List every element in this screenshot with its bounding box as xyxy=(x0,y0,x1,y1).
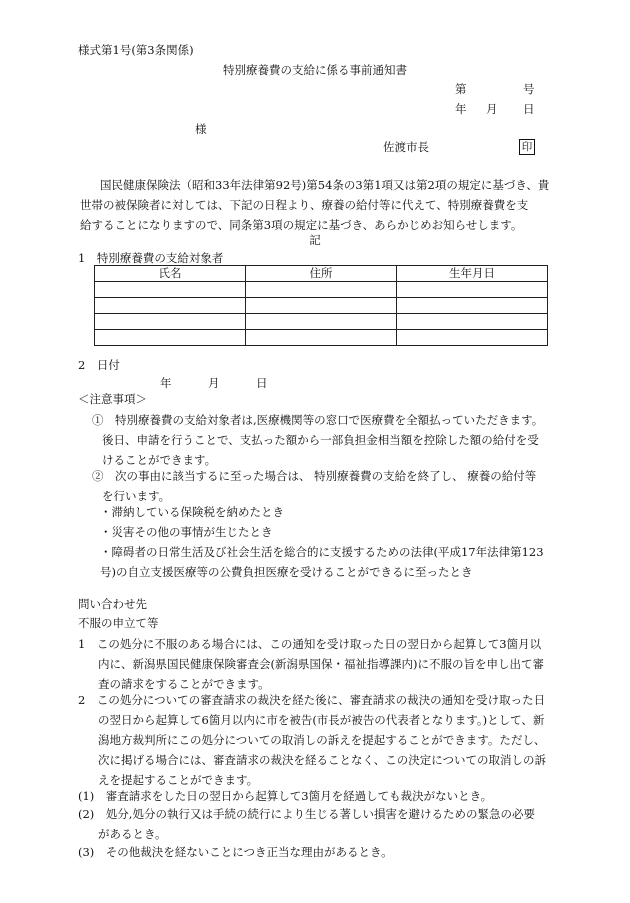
document-number-label: 第 xyxy=(455,82,467,96)
appeal-line: 次に掲げる場合には、審査請求の裁決を経ることなく、この決定についての取消しの訴 xyxy=(98,753,547,767)
column-header-name: 氏名 xyxy=(95,266,246,282)
section1-heading: 1 特別療養費の支給対象者 xyxy=(78,251,224,265)
table-cell xyxy=(246,298,397,314)
table-cell xyxy=(397,330,548,346)
subjects-table xyxy=(94,265,548,346)
subitem-line: があるとき。 xyxy=(98,827,167,841)
condition-item: ・障碍者の日常生活及び社会生活を総合的に支援するための法律(平成17年法律第123 xyxy=(100,545,544,559)
appeal-subitem-3 xyxy=(78,842,568,862)
table-row xyxy=(95,314,548,330)
note-line: ① 特別療養費の支給対象者は,医療機関等の窓口で医療費を全額払っていただきます。 xyxy=(92,413,544,427)
table-cell xyxy=(397,298,548,314)
note-item-2 xyxy=(92,466,562,506)
appeal-line: 潟地方裁判所にこの処分についての取消しの訴えを提起することができます。ただし、 xyxy=(98,733,546,747)
table-cell xyxy=(95,282,246,298)
subitem-line: (3) その他裁決を経ないことにつき正当な理由があるとき。 xyxy=(78,845,393,859)
appeal-line: 査の請求をすることができます。 xyxy=(98,677,270,691)
table-cell xyxy=(246,314,397,330)
appeal-heading: 不服の申立て等 xyxy=(78,616,159,630)
issuer-name: 佐渡市長 xyxy=(383,140,429,154)
form-number: 様式第1号(第3条関係) xyxy=(78,43,194,57)
note-line: を行います。 xyxy=(102,489,171,503)
table-cell xyxy=(95,314,246,330)
condition-item: ・災害その他の事情が生じたとき xyxy=(100,525,273,539)
note-item-1 xyxy=(92,410,562,470)
body-line: 世帯の被保険者に対しては、下記の日程より、療養の給付等に代えて、特別療養費を支 xyxy=(80,198,529,212)
table-cell xyxy=(246,330,397,346)
body-line: 国民健康保険法（昭和33年法律第92号)第54条の3第1項又は第2項の規定に基づき、貴 xyxy=(100,178,550,192)
inquiry-label: 問い合わせ先 xyxy=(78,597,147,611)
table-header-row xyxy=(95,266,548,282)
appeal-line: の翌日から起算して6箇月以内に市を被告(市長が被告の代表者となります。)として、新 xyxy=(98,713,545,727)
notes-heading: ＜注意事項＞ xyxy=(78,392,147,406)
column-header-birthdate: 生年月日 xyxy=(397,266,548,282)
table-row xyxy=(95,282,548,298)
addressee-honorific: 様 xyxy=(195,122,207,136)
table-cell xyxy=(397,282,548,298)
issue-date-year: 年 xyxy=(455,102,467,116)
note-line: 後日、申請を行うことで、支払った額から一部負担金相当額を控除した額の給付を受 xyxy=(102,433,539,447)
issue-date-month: 月 xyxy=(486,102,498,116)
effective-date-year: 年 xyxy=(160,376,172,390)
issue-date-day: 日 xyxy=(523,102,535,116)
appeal-line: えを提起することができます。 xyxy=(98,773,259,787)
subitem-line: (2) 処分,処分の執行又は手続の続行により生じる著しい損害を避けるための緊急の必要 xyxy=(78,807,535,821)
subitem-line: (1) 審査請求をした日の翌日から起算して3箇月を経過しても裁決がないとき。 xyxy=(78,789,493,803)
ki-marker: 記 xyxy=(309,233,321,247)
table-row xyxy=(95,298,548,314)
appeal-subitem-1 xyxy=(78,786,568,806)
table-cell xyxy=(95,298,246,314)
termination-conditions xyxy=(100,502,570,582)
appeal-line: 内に、新潟県国民健康保険審査会(新潟県国保・福祉指導課内)に不服の旨を申し出て審 xyxy=(98,657,544,671)
body-line: 給することになりますので、同条第3項の規定に基づき、あらかじめお知らせします。 xyxy=(80,218,523,232)
appeal-item-1 xyxy=(78,634,568,694)
appeal-line: 1 この処分に不服のある場合には、この通知を受け取った日の翌日から起算して3箇月以 xyxy=(78,637,542,651)
section2-heading: 2 日付 xyxy=(78,358,120,372)
effective-date-month: 月 xyxy=(208,376,220,390)
table-cell xyxy=(397,314,548,330)
document-number-suffix: 号 xyxy=(523,82,535,96)
appeal-line: 2 この処分についての審査請求の裁決を経た後に、審査請求の裁決の通知を受け取った日 xyxy=(78,693,546,707)
column-header-address: 住所 xyxy=(246,266,397,282)
document-title: 特別療養費の支給に係る事前通知書 xyxy=(223,63,407,77)
notice-body xyxy=(80,175,560,235)
seal-stamp: 印 xyxy=(519,139,535,155)
note-line: けることができます。 xyxy=(102,453,217,467)
appeal-item-2 xyxy=(78,690,568,790)
condition-item: ・滞納している保険税を納めたとき xyxy=(100,505,284,519)
table-cell xyxy=(246,282,397,298)
condition-item-continued: 号)の自立支援医療等の公費負担医療を受けることができるに至ったとき xyxy=(100,565,473,579)
note-line: ② 次の事由に該当するに至った場合は、 特別療養費の支給を終了し、 療養の給付等 xyxy=(92,469,537,483)
table-cell xyxy=(95,330,246,346)
effective-date-day: 日 xyxy=(256,376,268,390)
appeal-subitem-2 xyxy=(78,804,568,844)
table-row xyxy=(95,330,548,346)
